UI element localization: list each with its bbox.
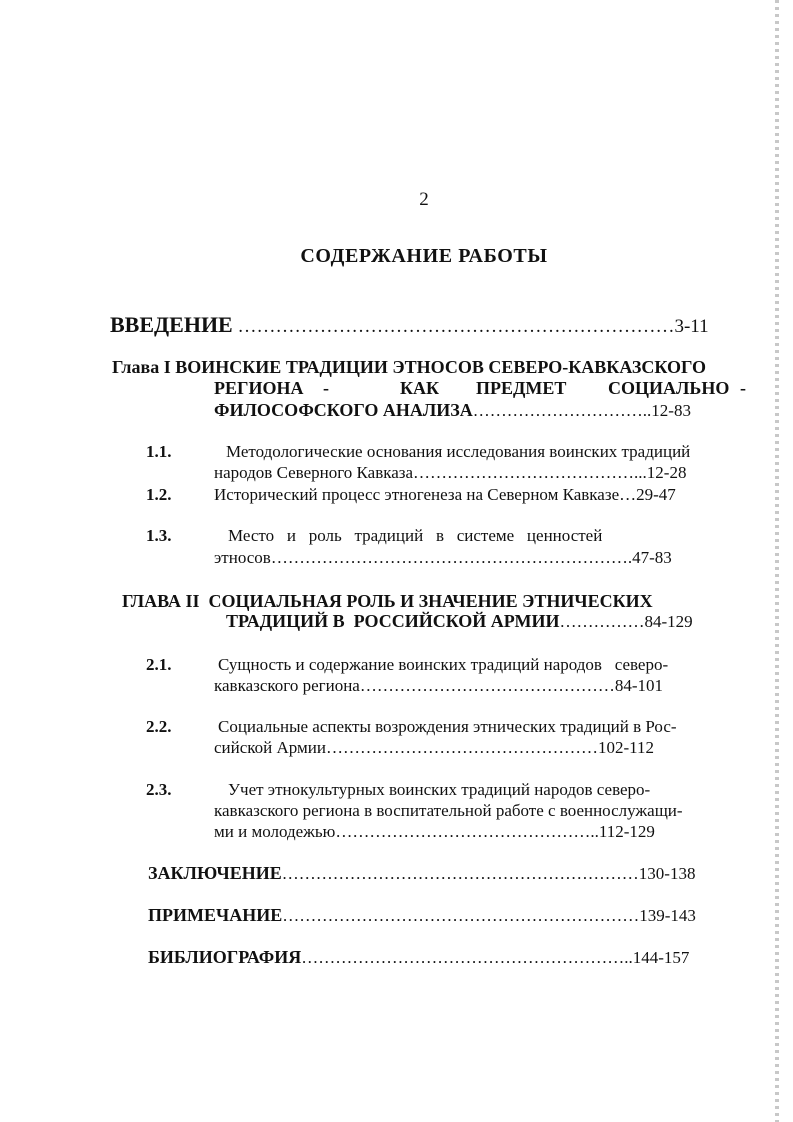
- chapter-2-heading: ГЛАВА II СОЦИАЛЬНАЯ РОЛЬ И ЗНАЧЕНИЕ ЭТНИЧЕСКИХ: [122, 591, 653, 611]
- section-title: Методологические основания исследования воинских традиций: [226, 442, 691, 461]
- section-title: Социальные аспекты возрождения этнических традиций в Рос-: [218, 717, 677, 736]
- toc-entry-dots: ……………………………………………………………3-11: [232, 316, 709, 337]
- toc-entry-dots: ………………………………………………………139-143: [282, 906, 696, 925]
- section-number: 2.1.: [146, 655, 172, 674]
- chapter-1-heading-end: [214, 401, 691, 420]
- section-number: 1.3.: [146, 526, 172, 545]
- chapter-1-heading-cont: -: [323, 378, 329, 398]
- section-title: Место и роль традиций в системе ценностей: [228, 526, 603, 545]
- section-title-cont: сийской Армии…………………………………………102-112: [214, 738, 655, 757]
- toc-entry-dots: …………………………………………………..144-157: [301, 948, 690, 967]
- section-title: Сущность и содержание воинских традиций народов северо-: [218, 655, 669, 674]
- chapter-2-label: ТРАДИЦИЙ В РОССИЙСКОЙ АРМИИ: [226, 611, 560, 631]
- toc-entry-dots: …………………………..12-83: [472, 401, 691, 420]
- chapter-1-heading-cont: ПРЕДМЕТ: [476, 378, 567, 398]
- toc-entry-dots: ……………84-129: [559, 612, 693, 631]
- chapter-1-heading-cont: СОЦИАЛЬНО: [608, 378, 730, 398]
- scan-edge-artifact: [775, 0, 779, 1122]
- chapter-1-heading: Глава I ВОИНСКИЕ ТРАДИЦИИ ЭТНОСОВ СЕВЕРО-КАВКАЗСКОГО: [112, 357, 707, 377]
- section-title: Исторический процесс этногенеза на Северном Кавказе…29-47: [214, 485, 676, 504]
- page-title: СОДЕРЖАНИЕ РАБОТЫ: [300, 245, 548, 267]
- toc-entry-conclusion: [148, 864, 695, 883]
- section-title-cont: кавказского региона в воспитательной работе с военнослужащи-: [214, 801, 683, 820]
- toc-entry-dots: ………………………………………………………130-138: [281, 864, 696, 883]
- section-title-cont: ми и молодежью………………………………………..112-129: [214, 822, 655, 841]
- toc-entry-bibliography: [148, 948, 689, 967]
- toc-entry-label: ВВЕДЕНИЕ: [110, 312, 233, 337]
- chapter-1-heading-cont: -: [740, 378, 746, 398]
- chapter-1-heading-cont: КАК: [400, 378, 440, 398]
- page-number: 2: [419, 189, 429, 210]
- section-title-cont: этносов……………………………………………………….47-83: [214, 548, 672, 567]
- section-title: Учет этнокультурных воинских традиций народов северо-: [228, 780, 651, 799]
- section-number: 2.2.: [146, 717, 172, 736]
- toc-entry-label: ЗАКЛЮЧЕНИЕ: [148, 863, 282, 883]
- chapter-1-label: ФИЛОСОФСКОГО АНАЛИЗА: [214, 400, 473, 420]
- section-number: 2.3.: [146, 780, 172, 799]
- toc-entry-label: ПРИМЕЧАНИЕ: [148, 905, 283, 925]
- section-number: 1.1.: [146, 442, 172, 461]
- chapter-2-heading-end: [226, 612, 693, 631]
- section-number: 1.2.: [146, 485, 172, 504]
- toc-entry-notes: [148, 906, 696, 925]
- chapter-1-heading-cont: РЕГИОНА: [214, 378, 304, 398]
- section-title-cont: кавказского региона………………………………………84-101: [214, 676, 663, 695]
- toc-entry-intro: [110, 314, 709, 336]
- toc-entry-label: БИБЛИОГРАФИЯ: [148, 947, 302, 967]
- section-title-cont: народов Северного Кавказа…………………………………...12-28: [214, 463, 687, 482]
